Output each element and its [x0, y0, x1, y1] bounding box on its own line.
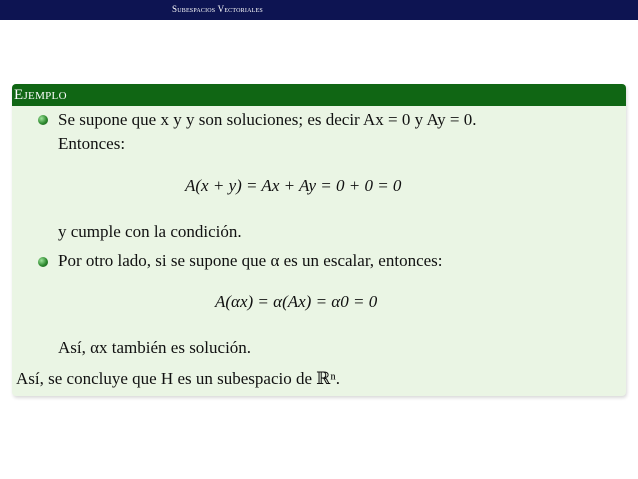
slide-section-title: Subespacios Vectoriales	[172, 4, 263, 14]
bullet-icon	[38, 115, 48, 125]
conclusion-text: Así, se concluye que H es un subespacio de ℝⁿ.	[16, 369, 340, 388]
item-2-line-1: Por otro lado, si se supone que α es un escalar, entonces:	[58, 251, 443, 270]
example-block-header	[12, 84, 626, 106]
header-bar	[0, 0, 638, 20]
item-1-line-1: Se supone que x y y son soluciones; es decir Ax = 0 y Ay = 0.	[58, 110, 477, 129]
item-2-after: Así, αx también es solución.	[58, 338, 252, 357]
item-1-equation: A(x + y) = Ax + Ay = 0 + 0 = 0	[185, 176, 402, 195]
item-1-line-2: Entonces:	[58, 134, 126, 153]
example-block-title: Ejemplo	[14, 87, 67, 103]
item-1-after: y cumple con la condición.	[58, 222, 242, 241]
example-block	[12, 84, 626, 396]
bullet-icon	[38, 257, 48, 267]
item-2-equation: A(αx) = α(Ax) = α0 = 0	[215, 292, 378, 311]
